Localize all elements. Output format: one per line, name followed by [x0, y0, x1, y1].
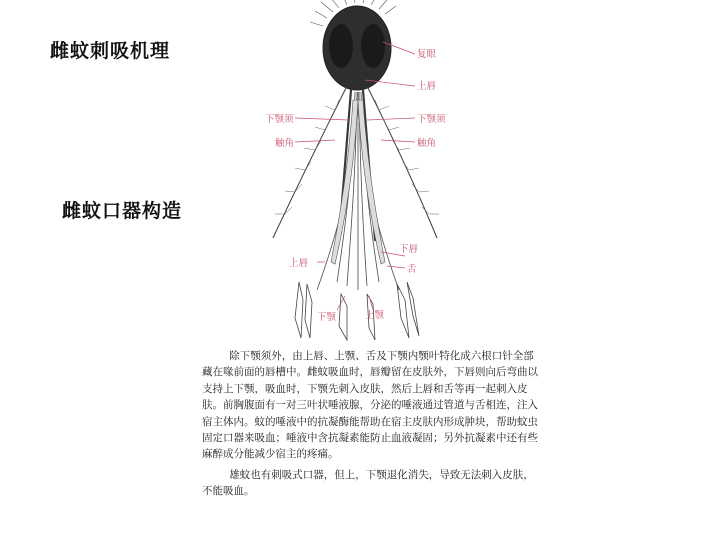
mosquito-mouthparts-figure	[255, 0, 505, 345]
label-maxilla: 下颚	[317, 312, 337, 323]
mosquito-drawing	[255, 0, 505, 345]
label-labrum-bottom: 上唇	[289, 258, 309, 269]
label-hypopharynx: 舌	[407, 264, 417, 275]
slide-title: 雌蚊刺吸机理	[50, 40, 171, 62]
description-paragraph-1: 除下颚须外，由上唇、上颚、舌及下颚内颚叶特化成六根口针全部藏在喙前面的唇槽中。雌蚊吸血时，唇瓣留在皮肤外，下唇则向后弯曲以支持上下颚，吸血时，下颚先刺入皮肤，然后上唇和舌等再一起刺入皮肤。前胸腹面有一对三叶状唾液腺，分泌的唾液通过管道与舌相连，注入宿主体内。蚊的唾液中的抗凝酶能帮助在宿主皮肤内形成肿块，帮助蚊虫固定口器来吸血；唾液中含抗凝素能防止血液凝固；另外抗凝素中还有些麻醉成分能减少宿主的疼痛。	[202, 350, 538, 461]
label-antenna-left: 触角	[275, 138, 295, 149]
stylet-tips	[295, 282, 419, 340]
label-labrum-top: 上唇	[417, 81, 437, 92]
label-maxillary-palp-right: 下颚须	[417, 114, 446, 125]
description-text	[202, 348, 542, 500]
label-antenna-right: 触角	[417, 138, 437, 149]
description-paragraph-2: 雄蚊也有刺吸式口器，但上，下颚退化消失，导致无法刺入皮肤，不能吸血。	[202, 468, 534, 498]
compound-eye-right	[361, 24, 385, 68]
compound-eye-left	[329, 24, 353, 68]
labium-sheath-right	[358, 100, 385, 264]
label-maxillary-palp-left: 下颚须	[265, 114, 294, 125]
label-mandible: 上颚	[365, 310, 385, 321]
label-compound-eye: 复眼	[417, 49, 437, 60]
label-labium: 下唇	[399, 244, 419, 255]
section-heading: 雌蚊口器构造	[62, 200, 183, 222]
